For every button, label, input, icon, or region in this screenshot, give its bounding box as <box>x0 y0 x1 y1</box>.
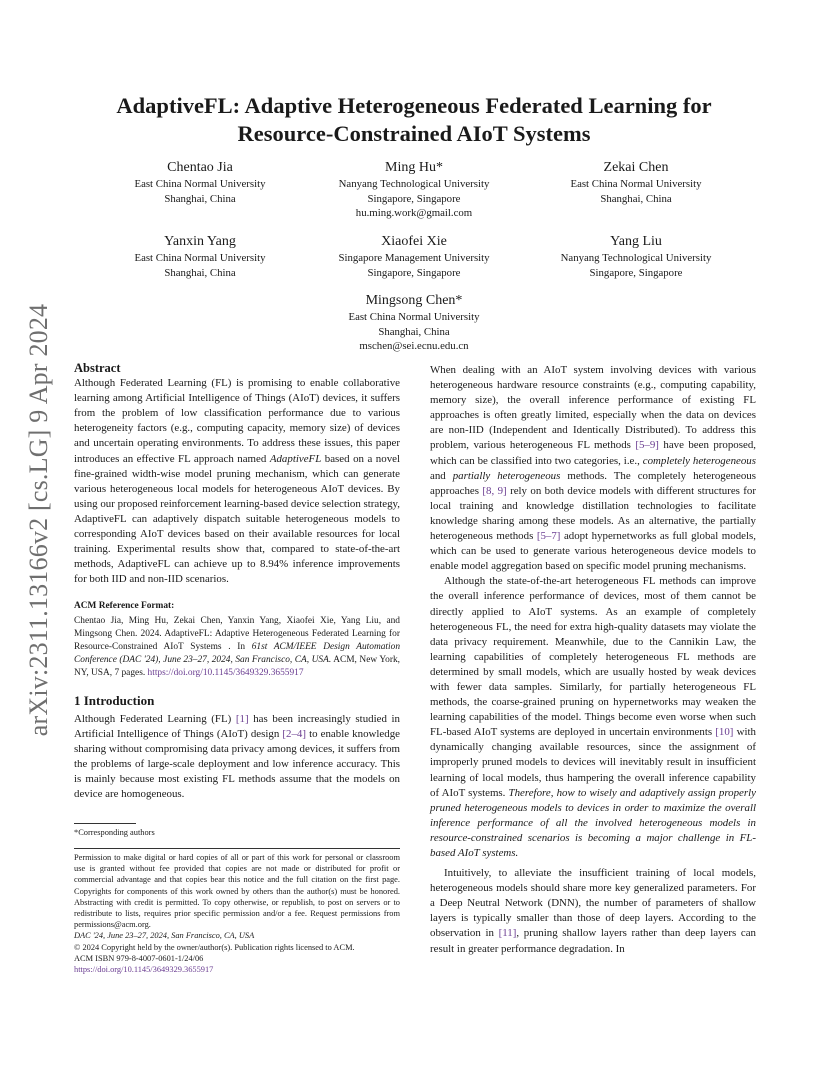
author-block <box>100 158 300 206</box>
author-affiliation: Nanyang Technological University <box>338 178 490 190</box>
author-name: Yang Liu <box>610 234 662 249</box>
copyright-line: © 2024 Copyright held by the owner/author(s). Publication rights licensed to ACM. <box>74 942 355 952</box>
footnote-corresponding: *Corresponding authors <box>74 828 155 837</box>
section-heading-introduction: 1 Introduction <box>74 692 155 708</box>
author-location: Singapore, Singapore <box>367 266 461 279</box>
body-paragraph: When dealing with an AIoT system involving devices with various heterogeneous hardware resource constraints (e.g., computing capability, memory size), the overall inference performance of existing FL approaches is often greatly limited, especially when the data on devices are non-IID (Independent and Identically Distributed). To address this problem, various heterogeneous FL methods [5–9] have been proposed, which can be classified into two categories, i.e., completely heterogeneous and partially heterogeneous methods. The completely heterogeneous approaches [8, 9] rely on both device models with different structures for local training and knowledge distillation technologies to facilitate knowledge sharing among these models. As an alternative, the partially heterogeneous methods [5–7] adopt hypernetworks as full global models, which can be used to generate various heterogeneous device models to enable model aggregation based on specific model pruning mechanisms. <box>430 364 756 573</box>
author-affiliation: East China Normal University <box>134 252 266 264</box>
author-affiliation: East China Normal University <box>348 311 480 323</box>
left-column <box>74 361 400 802</box>
author-name: Ming Hu* <box>385 160 443 175</box>
footnote-rule <box>74 823 136 824</box>
permission-block <box>74 852 400 975</box>
author-email[interactable]: mschen@sei.ecnu.edu.cn <box>359 340 469 353</box>
doi-link[interactable]: https://doi.org/10.1145/3649329.3655917 <box>147 667 304 678</box>
author-location: Singapore, Singapore <box>589 266 683 279</box>
author-location: Singapore, Singapore <box>367 192 461 205</box>
author-block <box>314 158 514 221</box>
author-affiliation: East China Normal University <box>570 178 702 190</box>
author-block <box>100 232 300 280</box>
citation[interactable]: [1] <box>235 712 249 725</box>
citation[interactable]: [11] <box>498 927 517 940</box>
author-email[interactable]: hu.ming.work@gmail.com <box>355 207 473 220</box>
abstract-text: Although Federated Learning (FL) is promising to enable collaborative learning among Artificial Intelligence of Things (AIoT) devices, it suffers from the problem of low classification performance due to various heterogeneity factors (e.g., computing capacity, memory size) of devices and uncertain operating environments. To address these issues, this paper introduces an effective FL approach named AdaptiveFL based on a novel fine-grained width-wise model pruning mechanism, which can generate various heterogeneous local models for heterogeneous AIoT devices. By using our proposed reinforcement learning-based device selection strategy, AdaptiveFL can adaptively dispatch suitable heterogeneous models to corresponding AIoT devices based on their available resources for local training. Experimental results show that, compared to state-of-the-art methods, AdaptiveFL can achieve up to 8.94% inference improvements for both IID and non-IID scenarios. <box>74 377 400 586</box>
citation[interactable]: [2–4] <box>282 727 306 740</box>
citation[interactable]: [10] <box>715 726 734 739</box>
author-location: Shanghai, China <box>378 325 450 338</box>
author-name: Zekai Chen <box>603 160 669 175</box>
doi-footer-link[interactable]: https://doi.org/10.1145/3649329.3655917 <box>74 965 214 975</box>
body-paragraph: Although the state-of-the-art heterogeneous FL methods can improve the overall inference performance of devices, most of them cannot be directly applied to AIoT systems. As an example of completely heterogeneous FL, the need for extra high-quality datasets may violate the data privacy requirement. Meanwhile, due to the Cannikin Law, the learning capabilities of completely heterogeneous FL methods are determined by small models, which are usually hosted by weak devices with fewer data samples. Similarly, for partially heterogeneous FL methods, the coarse-grained pruning on hypernetworks may weaken the learning capabilities of the model. Things become even worse when such FL-based AIoT systems are deployed in uncertain environments [10] with dynamically changing available resources, since the assignment of improperly pruned models to devices will inevitably result in insufficient learning of local models, thus hampering the overall inference capability of AIoT systems. Therefore, how to wisely and adaptively assign properly pruned heterogeneous models to devices in order to maximize the overall inference performance of all the involved heterogeneous models in resource-constrained scenarios is becoming a major challenge in FL-based AIoT systems. <box>430 575 756 859</box>
author-affiliation: East China Normal University <box>134 178 266 190</box>
permission-rule <box>74 848 400 849</box>
author-location: Shanghai, China <box>164 192 236 205</box>
conference-line: DAC '24, June 23–27, 2024, San Francisco, CA, USA <box>74 931 255 941</box>
author-name: Mingsong Chen* <box>365 293 463 308</box>
author-block <box>536 232 736 280</box>
author-affiliation: Singapore Management University <box>338 252 490 264</box>
permission-notice: Permission to make digital or hard copies of all or part of this work for personal or classroom use is granted without fee provided that copies are not made or distributed for profit or commercial advantage and that copies bear this notice and the full citation on the first page. Copyrights for components of this work owned by others than the author(s) must be honored. Abstracting with credit is permitted. To copy otherwise, or republish, to post on servers or to redistribute to lists, requires prior specific permission and/or a fee. Request permissions from permissions@acm.org. <box>74 853 400 930</box>
author-name: Xiaofei Xie <box>381 234 447 249</box>
author-name: Yanxin Yang <box>164 234 236 249</box>
author-block <box>314 291 514 354</box>
right-column <box>430 363 756 957</box>
author-block <box>314 232 514 280</box>
acm-reference-heading: ACM Reference Format: <box>74 601 175 612</box>
citation[interactable]: [5–9] <box>635 439 659 452</box>
author-location: Shanghai, China <box>600 192 672 205</box>
citation[interactable]: [5–7] <box>536 530 561 543</box>
author-location: Shanghai, China <box>164 266 236 279</box>
intro-paragraph: Although Federated Learning (FL) [1] has been increasingly studied in Artificial Intelligence of Things (AIoT) design [2–4] to enable knowledge sharing without compromising data privacy among devices, it suffers from the problems of large-scale deployment and low inference accuracy. This is mainly because most existing FL methods assume that the models on device are homogeneous. <box>74 712 400 801</box>
body-paragraph: Intuitively, to alleviate the insufficient training of local models, heterogeneous models should share more key generalized parameters. For a Deep Neutral Network (DNN), the number of parameters of shallow layers is typically smaller than those of deep layers. According to the observation in [11], pruning shallow layers rather than deep layers can result in greater performance degradation. In <box>430 867 756 955</box>
author-affiliation: Nanyang Technological University <box>560 252 712 264</box>
author-block <box>536 158 736 206</box>
author-name: Chentao Jia <box>167 160 233 175</box>
isbn-line: ACM ISBN 979-8-4007-0601-1/24/06 <box>74 953 204 963</box>
acm-reference-text: Chentao Jia, Ming Hu, Zekai Chen, Yanxin Yang, Xiaofei Xie, Yang Liu, and Mingsong Chen. 2024. AdaptiveFL: Adaptive Heterogeneous Federated Learning for Resource-Constrained AIoT Systems . In 61st ACM/IEEE Design Automation Conference (DAC '24), June 23–27, 2024, San Francisco, CA, USA. ACM, New York, NY, USA, 7 pages. https://doi.org/10.1145/3649329.3655917 <box>74 615 401 678</box>
abstract-heading: Abstract <box>74 361 121 375</box>
citation[interactable]: [8, 9] <box>482 484 507 497</box>
paper-title: AdaptiveFL: Adaptive Heterogeneous Federated Learning for Resource-Constrained AIoT Systems <box>116 93 712 146</box>
